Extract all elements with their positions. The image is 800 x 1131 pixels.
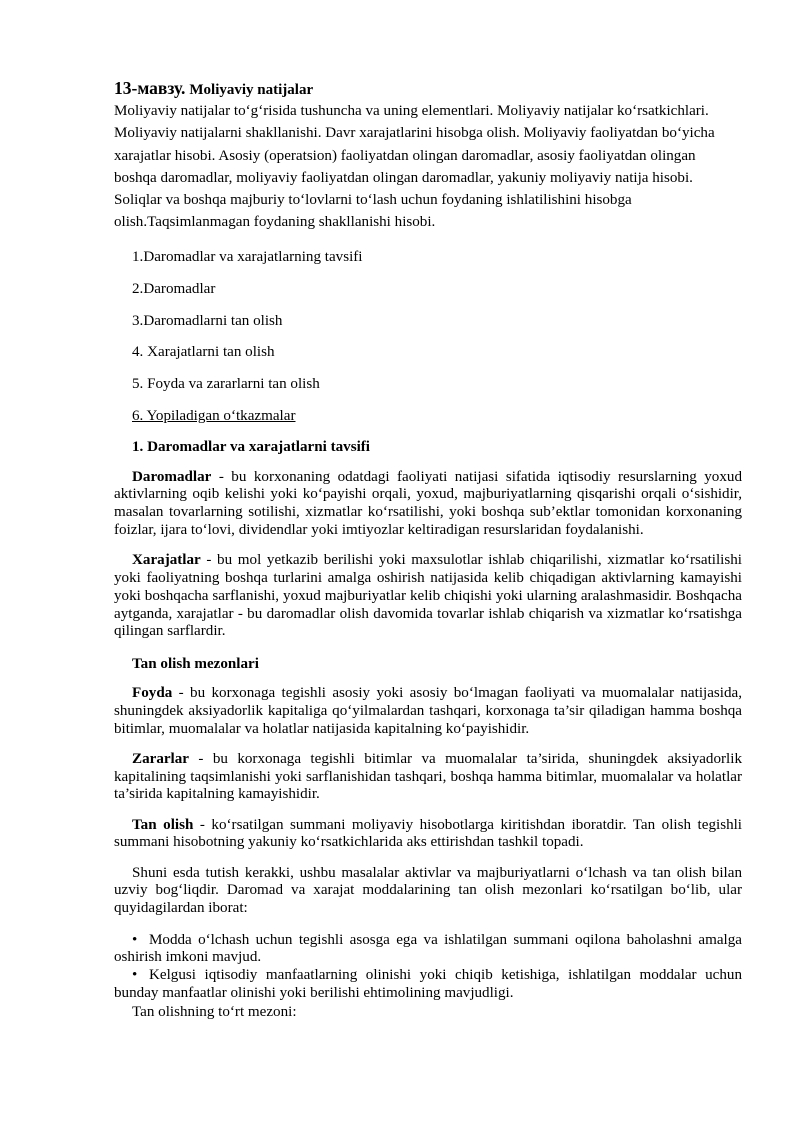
term-daromadlar: Daromadlar	[132, 468, 212, 485]
topic-intro: Moliyaviy natijalar to‘g‘risida tushuncha va uning elementlari. Moliyaviy natijalar ko‘rsatkichlari. Moliyaviy natijalarni shakllanishi. Davr xarajatlarini hisobga olish. Moliyaviy faoliyatdan bo‘yicha xarajatlar hisobi. Asosiy (operatsion) faoliyatdan olingan daromadlar, asosiy faoliyatdan olingan boshqa daromadlar, moliyaviy faoliyatdan olingan daromadlar, yakuniy moliyaviy natija hisobi. Soliqlar va boshqa majburiy to‘lovlarni to‘lash uchun foydaning ishlatilishini hisobga olish.Taqsimlanmagan foydaning shakllanishi hisobi.	[114, 103, 715, 231]
bullet-icon: •	[132, 931, 138, 948]
criteria-bullet-list	[114, 932, 742, 1003]
plan-item: 2.Daromadlar	[132, 280, 216, 297]
paragraph-daromadlar	[114, 469, 742, 540]
topic-number: 13-мавзу.	[114, 78, 186, 98]
plan-list	[114, 248, 742, 424]
paragraph-zararlar	[114, 751, 742, 804]
paragraph-foyda	[114, 685, 742, 738]
plan-item: 5. Foyda va zararlarni tan olish	[132, 376, 320, 393]
paragraph-tan-olish	[114, 817, 742, 853]
definition-zararlar: - bu korxonaga tegishli bitimlar va muomalalar ta’sirida, shuningdek aksiyadorlik kapitalining taqsimlanishi yoki sarflanishidan tashqari, boshqa hamma bitimlar, muomalalar va holatlar ta’sirida kapitalning kamayishidir.	[114, 750, 742, 803]
term-zararlar: Zararlar	[132, 750, 189, 767]
topic-name: Moliyaviy natijalar	[189, 82, 314, 98]
paragraph-xarajatlar	[114, 552, 742, 641]
criteria-bullet-text: Kelgusi iqtisodiy manfaatlarning olinishi yoki chiqib ketishiga, ishlatilgan moddalar uchun bunday manfaatlar olinishi yoki berilishi ehtimolining mavjudligi.	[114, 967, 742, 1001]
closing-line: Tan olishning to‘rt mezoni:	[132, 1003, 297, 1020]
plan-item: 4. Xarajatlarni tan olish	[132, 344, 275, 361]
plan-item	[114, 407, 742, 425]
criteria-bullet-item	[114, 932, 742, 968]
plan-item-underlined-text: 6. Yopiladigan o‘tkazmalar	[132, 407, 296, 424]
criteria-bullet-text: Modda o‘lchash uchun tegishli asosga ega va ishlatilgan summani oqilona baholashni amalga oshirish imkoni mavjud.	[114, 931, 742, 966]
paragraph-shuni: Shuni esda tutish kerakki, ushbu masalalar aktivlar va majburiyatlarni o‘lchash va tan olish bilan uzviy bog‘liqdir. Daromad va xarajat moddalarining tan olish mezonlari ko‘rsatilgan bo‘lib, ular quyidagilardan iborat:	[114, 864, 742, 917]
term-xarajatlar: Xarajatlar	[132, 552, 201, 569]
section-heading: 1. Daromadlar va xarajatlarni tavsifi	[132, 439, 370, 456]
topic-title	[114, 78, 742, 100]
definition-tan-olish: - ko‘rsatilgan summani moliyaviy hisobotlarga kiritishdan iboratdir. Tan olish tegishli summani hisobotning yakuniy ko‘rsatkichlarida aks ettirishdan tashkil topadi.	[114, 816, 742, 851]
definition-daromadlar: - bu korxonaning odatdagi faoliyati natijasi sifatida iqtisodiy resurslarning yoxud aktivlarning oqib kelishi yoki ko‘payishi orqali, yoxud, majburiyatlarning qisqarishi orqali o‘sishidir, masalan tovarlarning sotilishi, xizmatlar ko‘rsatilishi, yoki boshqa sub’ektlar tomonidan korxonaning foizlar, ijara to‘lovi, dividendlar yoki imtiyozlar keltiradigan resurslaridan foydalanishi.	[114, 468, 742, 538]
sub-heading: Tan olish mezonlari	[132, 655, 259, 672]
term-tan-olish: Tan olish	[132, 816, 194, 833]
bullet-icon: •	[132, 967, 138, 984]
plan-item: 3.Daromadlarni tan olish	[132, 312, 283, 329]
criteria-bullet-item	[114, 967, 742, 1003]
plan-item: 1.Daromadlar va xarajatlarning tavsifi	[132, 249, 363, 266]
term-foyda: Foyda	[132, 685, 173, 702]
document-page	[114, 78, 742, 1021]
definition-xarajatlar: - bu mol yetkazib berilishi yoki maxsulotlar ishlab chiqarilishi, xizmatlar ko‘rsatilishi yoki faoliyatning boshqa turlarini amalga oshirish natijasida kelib chiqadigan aktivlarning kamayishi yoki boshqacha sarflanishi, yoxud majburiyatlar kelib chiqishi yoki ularning aralashmasidir. Boshqacha aytganda, xarajatlar - bu daromadlar olish davomida tovarlar ishlab chiqarish va xizmatlar ko‘rsatishga qilingan sarflardir.	[114, 552, 742, 640]
definition-foyda: - bu korxonaga tegishli asosiy yoki asosiy bo‘lmagan faoliyati va muomalalar natijasida, shuningdek aksiyadorlik kapitaliga qo‘yilmalardan tashqari, korxonaga ta’sir qiladigan hamma boshqa bitimlar, muomalalar va holatlar natijasida kapitalning ko‘payishidir.	[114, 685, 742, 737]
